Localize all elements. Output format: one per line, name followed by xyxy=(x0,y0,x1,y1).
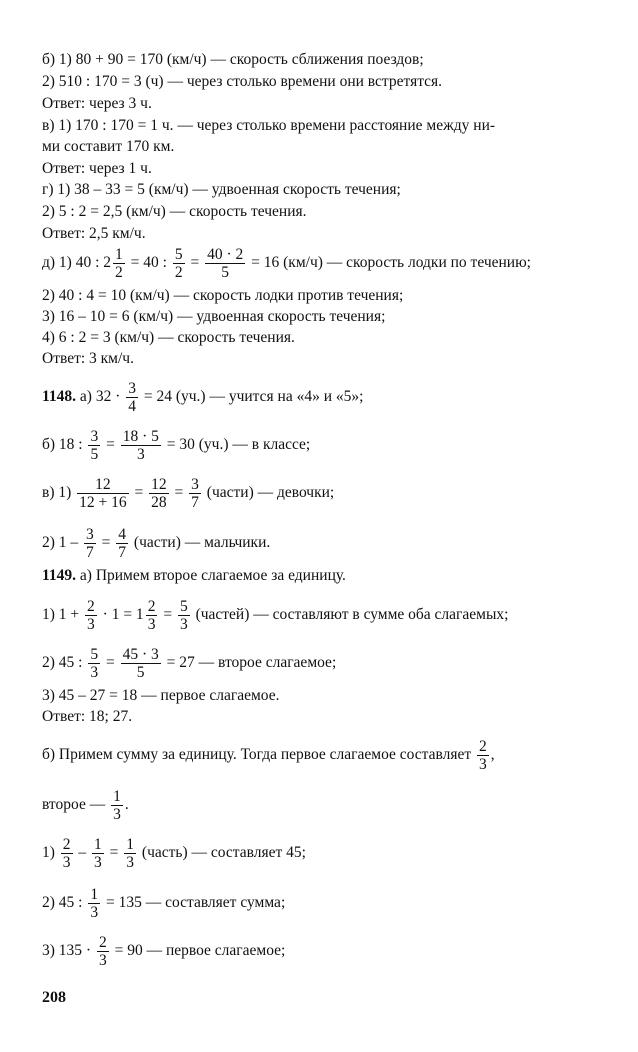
fraction-den: 4 xyxy=(128,398,136,415)
line-1149-title xyxy=(42,566,607,586)
line-1149-3: 3) 45 – 27 = 18 — первое слагаемое. xyxy=(42,687,280,704)
fraction-den: 5 xyxy=(90,446,99,463)
fraction-num: 2 xyxy=(147,598,156,615)
fraction-num: 12 xyxy=(77,476,129,494)
line-g1: г) 1) 38 – 33 = 5 (км/ч) — удвоенная скорость течения; xyxy=(42,181,401,198)
fraction xyxy=(477,738,489,773)
fraction xyxy=(116,526,128,561)
d1-eq2: = xyxy=(186,254,204,272)
fraction-den: 3 xyxy=(94,854,102,871)
line-v3: Ответ: через 1 ч. xyxy=(42,160,152,177)
fraction xyxy=(85,598,97,633)
fraction-den: 3 xyxy=(90,904,99,921)
d1-prefix: д) 1) 40 : 2 xyxy=(42,254,112,272)
fraction-num: 1 xyxy=(94,836,102,853)
d1-tail: = 16 (км/ч) — скорость лодки по течению; xyxy=(247,254,531,272)
problem-number-1148: 1148. xyxy=(42,388,77,406)
fraction-den: 5 xyxy=(221,264,230,281)
fraction-den: 2 xyxy=(174,264,183,281)
fraction-den: 3 xyxy=(62,854,71,871)
p1149-title-text: а) Примем второе слагаемое за единицу. xyxy=(76,567,346,584)
fraction xyxy=(97,934,109,969)
fraction xyxy=(77,476,129,511)
p1149b-3-tail: = 90 — первое слагаемое; xyxy=(110,942,286,960)
fraction-den: 3 xyxy=(136,446,145,463)
line-b1: б) 1) 80 + 90 = 170 (км/ч) — скорость сближения поездов; xyxy=(42,51,424,68)
p1149b-1-prefix: 1) xyxy=(42,844,59,862)
line-1148v1 xyxy=(42,476,607,511)
p1148v-eq2: = xyxy=(170,484,188,502)
p1149-2-tail: = 27 — второе слагаемое; xyxy=(162,654,337,672)
line-b2: 2) 510 : 170 = 3 (ч) — через столько времени они встретятся. xyxy=(42,73,443,90)
fraction-den: 7 xyxy=(191,494,199,511)
p1149b-1-minus: – xyxy=(74,844,91,862)
line-1148a xyxy=(42,380,607,415)
fraction-num: 45 · 3 xyxy=(122,646,159,663)
p1148b-tail: = 30 (уч.) — в классе; xyxy=(162,436,311,454)
fraction xyxy=(84,526,96,561)
fraction-num: 1 xyxy=(115,246,123,263)
p1148v-eq1: = xyxy=(130,484,148,502)
fraction xyxy=(88,428,100,463)
p1149b-3-prefix: 3) 135 · xyxy=(42,942,95,960)
fraction-num: 4 xyxy=(118,526,127,543)
fraction-den: 3 xyxy=(179,616,188,633)
fraction-den: 7 xyxy=(86,544,94,561)
line-v1: в) 1) 170 : 170 = 1 ч. — через столько времени расстояние между ни- xyxy=(42,117,496,134)
fraction-num: 1 xyxy=(90,886,99,903)
fraction-num: 2 xyxy=(62,836,71,853)
fraction-den: 7 xyxy=(118,544,127,561)
line-1149b-intro xyxy=(42,738,607,773)
line-1149-2 xyxy=(42,646,607,681)
p1149b-intro-text: б) Примем сумму за единицу. Тогда первое слагаемое составляет xyxy=(42,746,476,764)
fraction-num: 2 xyxy=(87,598,95,615)
fraction-den: 3 xyxy=(90,664,99,681)
fraction xyxy=(113,246,125,281)
fraction xyxy=(92,836,104,871)
fraction-den: 28 xyxy=(151,494,167,511)
fraction-num: 3 xyxy=(191,476,199,493)
fraction xyxy=(61,836,73,871)
line-1149b-2 xyxy=(42,886,607,921)
p1148a-prefix: а) 32 · xyxy=(76,388,125,406)
fraction xyxy=(121,428,161,463)
line-d2: 2) 40 : 4 = 10 (км/ч) — скорость лодки против течения; xyxy=(42,287,404,304)
p1149b-second-prefix: второе — xyxy=(42,796,110,814)
line-v2: ми составит 170 км. xyxy=(42,138,175,155)
p1148b-eq: = xyxy=(102,436,119,454)
fraction-num: 3 xyxy=(128,380,136,397)
line-b3: Ответ: через 3 ч. xyxy=(42,95,152,112)
fraction xyxy=(111,788,123,823)
p1149-1-mid: · 1 = 1 xyxy=(98,606,144,624)
fraction-num: 1 xyxy=(113,788,121,805)
p1149b-second-tail: . xyxy=(124,796,129,814)
fraction xyxy=(173,246,185,281)
fraction-num: 5 xyxy=(179,598,188,615)
fraction xyxy=(126,380,138,415)
p1149b-1-tail: (часть) — составляет 45; xyxy=(138,844,306,862)
fraction-den: 5 xyxy=(136,664,145,681)
line-1149b-second xyxy=(42,788,607,823)
fraction xyxy=(205,246,245,281)
line-1149b-1 xyxy=(42,836,607,871)
line-g3: Ответ: 2,5 км/ч. xyxy=(42,225,146,242)
line-d5: Ответ: 3 км/ч. xyxy=(42,350,134,367)
p1149b-2-prefix: 2) 45 : xyxy=(42,894,87,912)
fraction-num: 5 xyxy=(90,646,99,663)
fraction xyxy=(189,476,201,511)
fraction-den: 3 xyxy=(479,756,487,773)
line-1149-1 xyxy=(42,598,607,633)
line-g2: 2) 5 : 2 = 2,5 (км/ч) — скорость течения. xyxy=(42,203,307,220)
fraction-num: 3 xyxy=(90,428,99,445)
p1149-1-tail: (частей) — составляют в сумме оба слагаемых; xyxy=(191,606,509,624)
line-d4: 4) 6 : 2 = 3 (км/ч) — скорость течения. xyxy=(42,329,295,346)
p1148a-tail: = 24 (уч.) — учится на «4» и «5»; xyxy=(139,388,364,406)
fraction-num: 2 xyxy=(479,738,487,755)
p1149b-1-eq: = xyxy=(105,844,123,862)
fraction-num: 12 xyxy=(151,476,167,493)
fraction xyxy=(146,598,158,633)
line-1149b-3 xyxy=(42,934,607,969)
fraction xyxy=(149,476,169,511)
p1149b-intro-tail: , xyxy=(490,746,495,764)
p1148v-tail: (части) — девочки; xyxy=(202,484,335,502)
fraction-den: 2 xyxy=(115,264,123,281)
fraction-num: 1 xyxy=(126,836,135,853)
fraction-den: 3 xyxy=(87,616,95,633)
line-1148b xyxy=(42,428,607,463)
fraction xyxy=(88,646,100,681)
fraction-num: 18 · 5 xyxy=(122,428,159,445)
p1148v2-prefix: 2) 1 – xyxy=(42,534,83,552)
problem-number-1149: 1149. xyxy=(42,567,77,584)
fraction-den: 12 + 16 xyxy=(79,494,127,511)
line-d1 xyxy=(42,246,607,281)
fraction-num: 3 xyxy=(86,526,94,543)
p1149-1-prefix: 1) 1 + xyxy=(42,606,84,624)
p1148v-prefix: в) 1) xyxy=(42,484,76,502)
line-1149-answer: Ответ: 18; 27. xyxy=(42,708,133,725)
p1148v2-tail: (части) — мальчики. xyxy=(130,534,271,552)
line-1148v2 xyxy=(42,526,607,561)
fraction-den: 3 xyxy=(98,952,107,969)
line-d3: 3) 16 – 10 = 6 (км/ч) — удвоенная скорость течения; xyxy=(42,308,386,325)
p1149b-2-tail: = 135 — составляет сумма; xyxy=(102,894,286,912)
fraction xyxy=(178,598,190,633)
fraction-num: 5 xyxy=(174,246,183,263)
p1148b-prefix: б) 18 : xyxy=(42,436,87,454)
fraction-den: 3 xyxy=(113,806,121,823)
p1148v2-eq: = xyxy=(97,534,115,552)
fraction-num: 40 · 2 xyxy=(207,246,244,263)
d1-eq1: = 40 : xyxy=(126,254,171,272)
fraction-den: 3 xyxy=(147,616,156,633)
fraction xyxy=(88,886,100,921)
fraction-den: 3 xyxy=(126,854,135,871)
p1149-1-eq: = xyxy=(159,606,176,624)
p1149-2-eq: = xyxy=(102,654,119,672)
p1149-2-prefix: 2) 45 : xyxy=(42,654,87,672)
fraction-num: 2 xyxy=(98,934,107,951)
fraction xyxy=(121,646,161,681)
fraction xyxy=(124,836,136,871)
page-number: 208 xyxy=(42,989,66,1006)
